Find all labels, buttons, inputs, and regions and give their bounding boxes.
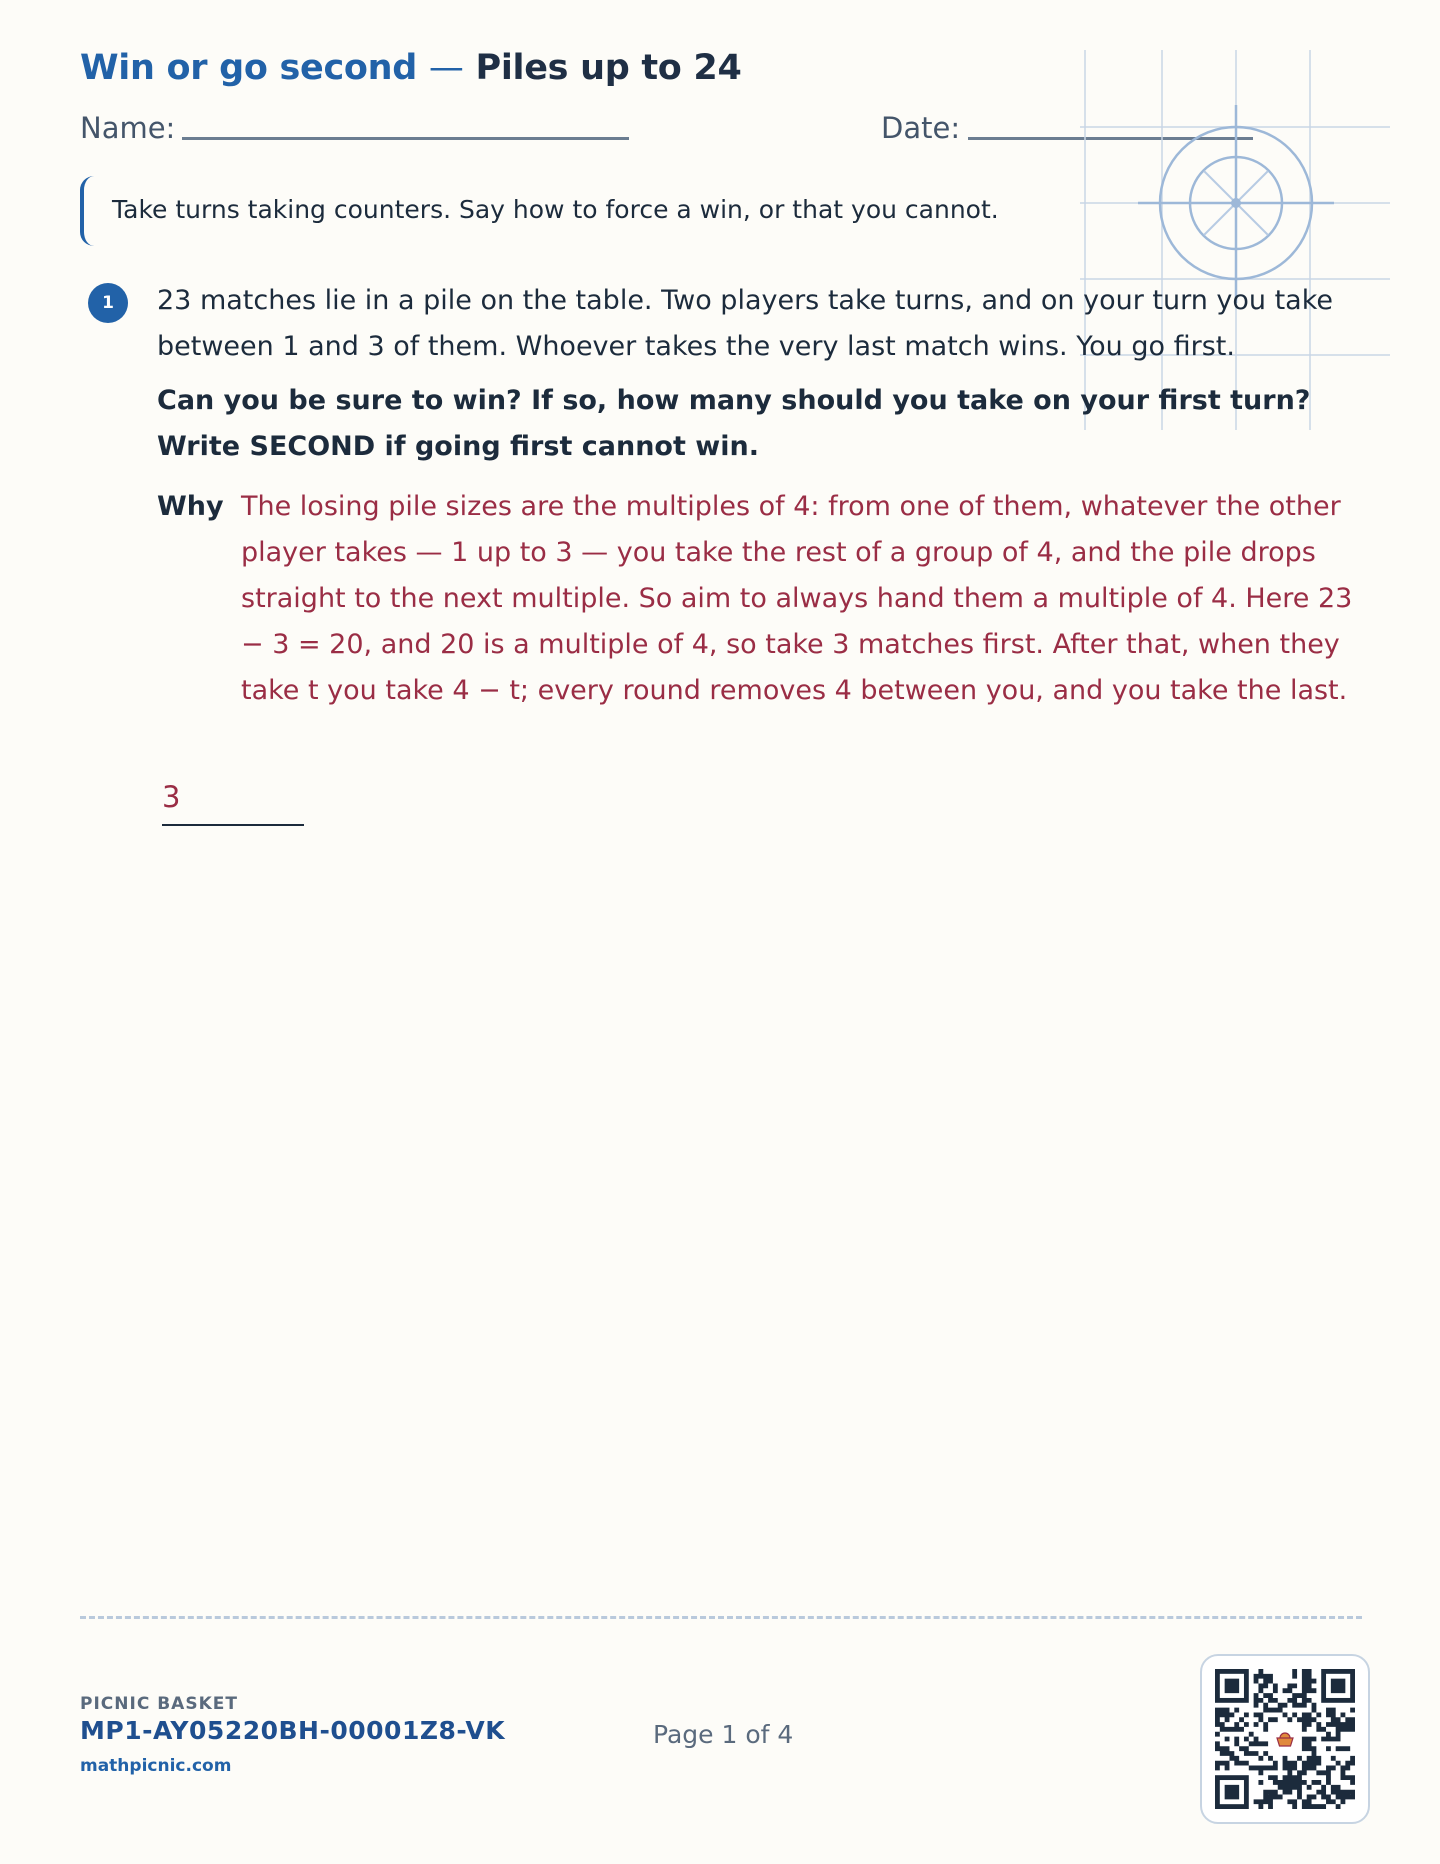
why-explanation: The losing pile sizes are the multiples of 4: from one of them, whatever the other player takes — 1 up to 3 — you take the rest of a group of 4, and the pile drops straight to the next multiple. So aim to always hand them a multiple of 4. Here 23 − 3 = 20, and 20 is a multiple of 4, so take 3 matches first. After that, when they take t you take 4 − t; every round removes 4 between you, and you take the last. — [241, 491, 1353, 706]
worksheet-title — [80, 48, 742, 88]
title-dash: — — [428, 48, 464, 88]
date-label: Date: — [881, 111, 961, 145]
site-link[interactable]: mathpicnic.com — [80, 1756, 232, 1776]
footer-divider — [80, 1616, 1362, 1619]
answer-line — [162, 824, 304, 826]
title-main: Win or go second — [80, 48, 418, 88]
qr-code-icon — [1215, 1669, 1355, 1809]
why-label: Why — [157, 491, 224, 522]
question-prompt: 23 matches lie in a pile on the table. Two players take turns, and on your turn you take between 1 and 3 of them. Whoever takes the very last match wins. You go first. — [157, 285, 1334, 362]
footer-brand: PICNIC BASKET — [80, 1694, 238, 1714]
qr-code-card[interactable] — [1200, 1654, 1370, 1824]
name-label: Name: — [80, 111, 176, 145]
instructions-text: Take turns taking counters. Say how to force a win, or that you cannot. — [112, 195, 999, 224]
instructions-bracket — [80, 176, 94, 246]
worksheet-code: MP1-AY05220BH-00001Z8-VK — [80, 1716, 506, 1745]
answer-value[interactable]: 3 — [162, 780, 181, 814]
name-field-line[interactable] — [182, 137, 629, 140]
page-indicator: Page 1 of 4 — [653, 1720, 794, 1749]
target-crosshair-icon — [1080, 50, 1390, 430]
title-sub: Piles up to 24 — [475, 48, 742, 88]
question-number-badge: 1 — [88, 283, 128, 323]
question-ask: Can you be sure to win? If so, how many should you take on your first turn? Write SECOND if going first cannot win. — [157, 385, 1311, 462]
